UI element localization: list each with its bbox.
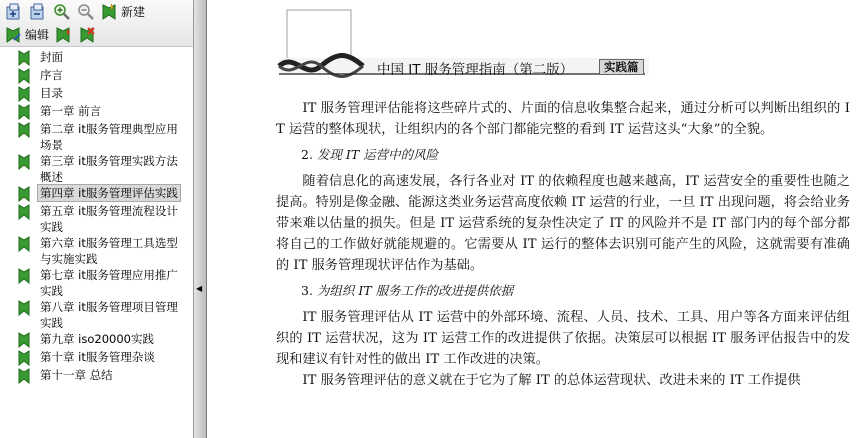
bookmark-label: 第四章 it服务管理评估实践 xyxy=(40,186,178,200)
section-number: 2. xyxy=(301,147,313,162)
bookmark-item[interactable] xyxy=(0,185,193,203)
zoom-in-icon xyxy=(53,3,71,21)
bookmark-icon xyxy=(16,299,34,317)
bookmark-label: 第一章 前言 xyxy=(40,104,102,118)
bookmark-item[interactable] xyxy=(0,203,193,235)
bookmark-tree xyxy=(0,47,193,385)
bookmark-item[interactable] xyxy=(0,267,193,299)
bookmark-label: 第六章 it服务管理工具选型与实施实践 xyxy=(40,236,178,266)
bookmark-icon xyxy=(16,121,34,139)
bookmark-sidebar xyxy=(0,0,194,438)
bookmark-label: 第五章 it服务管理流程设计实践 xyxy=(40,204,178,234)
collapse-all-button[interactable] xyxy=(27,2,49,22)
bookmark-icon xyxy=(16,153,34,171)
bookmark-icon xyxy=(16,235,34,253)
move-bookmark-button[interactable] xyxy=(53,25,75,45)
delete-bookmark-button[interactable] xyxy=(77,25,99,45)
bookmark-icon xyxy=(16,267,34,285)
section-heading-2 xyxy=(301,144,850,165)
edit-bookmark-button[interactable] xyxy=(3,25,51,45)
bookmark-label: 第七章 it服务管理应用推广实践 xyxy=(40,268,178,298)
header-title: 中国 IT 服务管理指南（第二版） xyxy=(377,62,574,78)
bookmark-label: 第八章 it服务管理项目管理实践 xyxy=(40,300,178,330)
bookmark-icon xyxy=(16,85,34,103)
bookmark-label: 第十章 it服务管理杂谈 xyxy=(40,350,155,364)
sidebar-splitter[interactable] xyxy=(194,0,207,438)
bookmark-item[interactable] xyxy=(0,153,193,185)
bookmark-item[interactable] xyxy=(0,299,193,331)
page-header xyxy=(275,8,655,80)
bookmark-label: 序言 xyxy=(40,68,63,82)
section-heading-3 xyxy=(301,280,850,301)
edit-bookmark-label: 编辑 xyxy=(25,28,50,42)
header-tag: 实践篇 xyxy=(599,59,644,75)
edit-bookmark-icon xyxy=(5,26,23,44)
bookmark-item[interactable] xyxy=(0,67,193,85)
bookmark-icon xyxy=(16,349,34,367)
collapse-sidebar-arrow-icon[interactable]: ◀ xyxy=(196,284,203,293)
paragraph-1: IT 服务管理评估能将这些碎片式的、片面的信息收集整合起来，通过分析可以判断出组织的 IT 运营的整体现状，让组织内的各个部门都能完整的看到 IT 运营这头“大象”的全貌。 xyxy=(276,101,850,137)
document-page xyxy=(207,0,857,438)
bookmark-label: 第十一章 总结 xyxy=(40,368,113,382)
bookmark-item[interactable] xyxy=(0,349,193,367)
bookmark-icon xyxy=(16,67,34,85)
bookmark-label: 第三章 it服务管理实践方法概述 xyxy=(40,154,178,184)
bookmark-label: 目录 xyxy=(40,86,63,100)
section-title: 发现 IT 运营中的风险 xyxy=(316,147,439,162)
bookmark-icon xyxy=(16,331,34,349)
new-bookmark-icon xyxy=(101,3,119,21)
bookmark-item[interactable] xyxy=(0,85,193,103)
bookmark-item[interactable] xyxy=(0,367,193,385)
new-bookmark-label: 新建 xyxy=(121,5,146,19)
document-body xyxy=(276,98,850,391)
paragraph-2: 随着信息化的高速发展，各行各业对 IT 的依赖程度也越来越高，IT 运营安全的重要性也随之提高。特别是像金融、能源这类业务运营高度依赖 IT 运营的行业，一旦 IT 出现问题，将会给业务带来难以估量的损失。但是 IT 运营系统的复杂性决定了 IT 的风险并不是 IT 部门内的每个部分都将自己的工作做好就能规避的。它需要从 IT 运行的整体去识别可能产生的风险，这就需要有准确的 IT 服务管理现状评估作为基础。 xyxy=(276,174,850,273)
bookmark-label: 第二章 it服务管理典型应用场景 xyxy=(40,122,178,152)
paragraph-4: IT 服务管理评估的意义就在于它为了解 IT 的总体运营现状、改进未来的 IT 工作提供 xyxy=(302,373,801,388)
zoom-out-button[interactable] xyxy=(75,2,97,22)
bookmark-item[interactable] xyxy=(0,235,193,267)
bookmark-item[interactable] xyxy=(0,103,193,121)
bookmark-icon xyxy=(16,367,34,385)
bookmark-label: 第九章 iso20000实践 xyxy=(40,332,154,346)
delete-bookmark-icon xyxy=(79,26,97,44)
bookmark-icon xyxy=(16,203,34,221)
expand-all-button[interactable] xyxy=(3,2,25,22)
bookmark-item[interactable] xyxy=(0,121,193,153)
zoom-in-button[interactable] xyxy=(51,2,73,22)
collapse-all-icon xyxy=(29,3,47,21)
bookmark-icon xyxy=(16,103,34,121)
zoom-out-icon xyxy=(77,3,95,21)
bookmark-label: 封面 xyxy=(40,50,63,64)
bookmark-icon xyxy=(16,49,34,67)
new-bookmark-button[interactable] xyxy=(99,2,147,22)
bookmark-item[interactable] xyxy=(0,49,193,67)
section-number: 3. xyxy=(301,283,313,298)
section-title: 为组织 IT 服务工作的改进提供依据 xyxy=(316,283,514,298)
sidebar-toolbar xyxy=(0,0,193,47)
bookmark-icon xyxy=(16,185,34,203)
paragraph-3: IT 服务管理评估从 IT 运营中的外部环境、流程、人员、技术、工具、用户等各方面来评估组织的 IT 运营状况，这为 IT 运营工作的改进提供了依据。决策层可以根据 IT 服务评估报告中的发现和建议有针对性的做出 IT 工作改进的决策。 xyxy=(276,310,850,367)
bookmark-item[interactable] xyxy=(0,331,193,349)
move-bookmark-icon xyxy=(55,26,73,44)
expand-all-icon xyxy=(5,3,23,21)
